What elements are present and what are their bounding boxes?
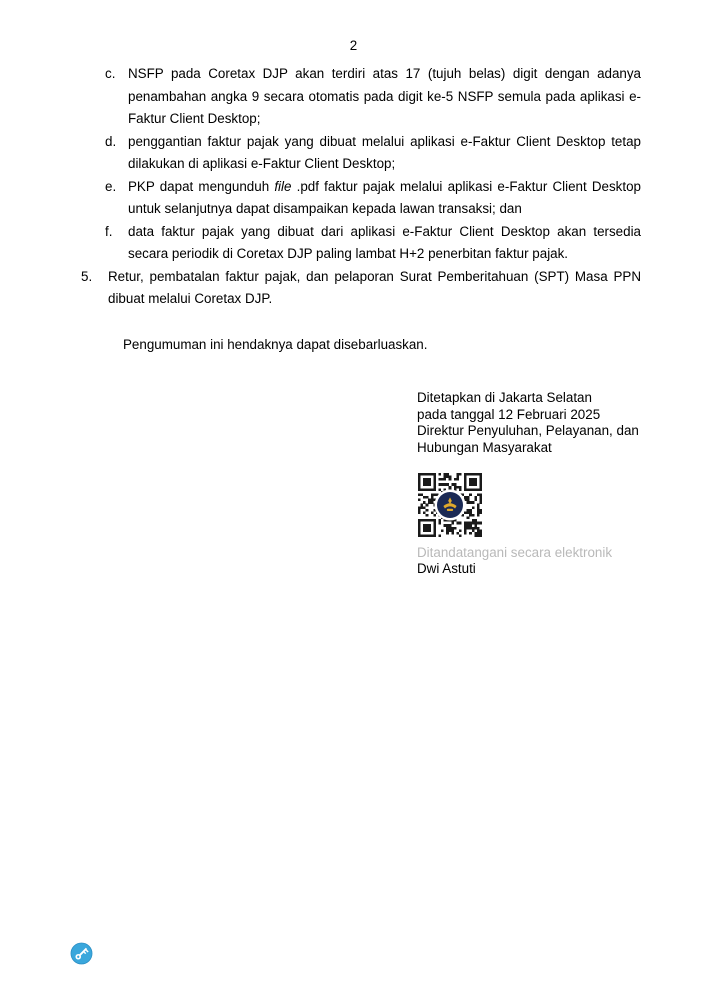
list-item-text [128,176,641,221]
esign-block [417,545,612,576]
list-item-marker: c. [105,66,116,81]
list-item-text: NSFP pada Coretax DJP akan terdiri atas 17 (tujuh belas) digit dengan adanya penambahan angka 9 secara otomatis pada digit ke-5 NSFP semula pada aplikasi e-Faktur Client Desktop; [128,66,641,126]
list-item-5 [81,266,641,311]
list-item-marker: e. [105,178,117,194]
signer-name: Dwi Astuti [417,560,476,576]
qr-code [418,473,482,537]
list-item-marker: f. [105,223,113,239]
page-number: 2 [349,38,358,53]
list-item-c [81,63,641,131]
esign-key-logo [70,942,93,965]
signature-date-line: pada tanggal 12 Februari 2025 [417,406,601,422]
signature-title-line: Direktur Penyuluhan, Pelayanan, dan [417,423,639,438]
kemenkeu-emblem [439,494,461,516]
list-item-marker: 5. [81,268,93,284]
closing-paragraph: Pengumuman ini hendaknya dapat disebarluaskan. [123,337,428,352]
list-item-text: data faktur pajak yang dibuat dari aplikasi e-Faktur Client Desktop akan tersedia secara periodik di Coretax DJP paling lambat H+2 penerbitan faktur pajak. [128,223,641,261]
list-item-d [81,131,641,176]
signature-title-line: Hubungan Masyarakat [417,439,552,455]
list-item-text: penggantian faktur pajak yang dibuat melalui aplikasi e-Faktur Client Desktop tetap dilakukan di aplikasi e-Faktur Client Desktop; [128,133,641,171]
list-item-e [81,176,641,221]
item-text-segment: PKP dapat mengunduh [128,178,275,194]
list-item-marker: d. [105,133,117,149]
signature-block [417,390,639,456]
qr-center-logo [437,492,463,518]
esign-note: Ditandatangani secara elektronik [417,545,613,560]
announcement-list [81,63,641,311]
item-text-italic: file [274,178,292,194]
item-text-segment: .pdf faktur pajak melalui aplikasi e-Faktur Client Desktop untuk selanjutnya dapat disampaikan kepada lawan transaksi; dan [128,178,641,216]
list-item-text: Retur, pembatalan faktur pajak, dan pelaporan Surat Pemberitahuan (SPT) Masa PPN dibuat melalui Coretax DJP. [108,268,641,306]
signature-place-line: Ditetapkan di Jakarta Selatan [417,390,592,405]
key-icon [70,942,93,965]
list-item-f [81,221,641,266]
